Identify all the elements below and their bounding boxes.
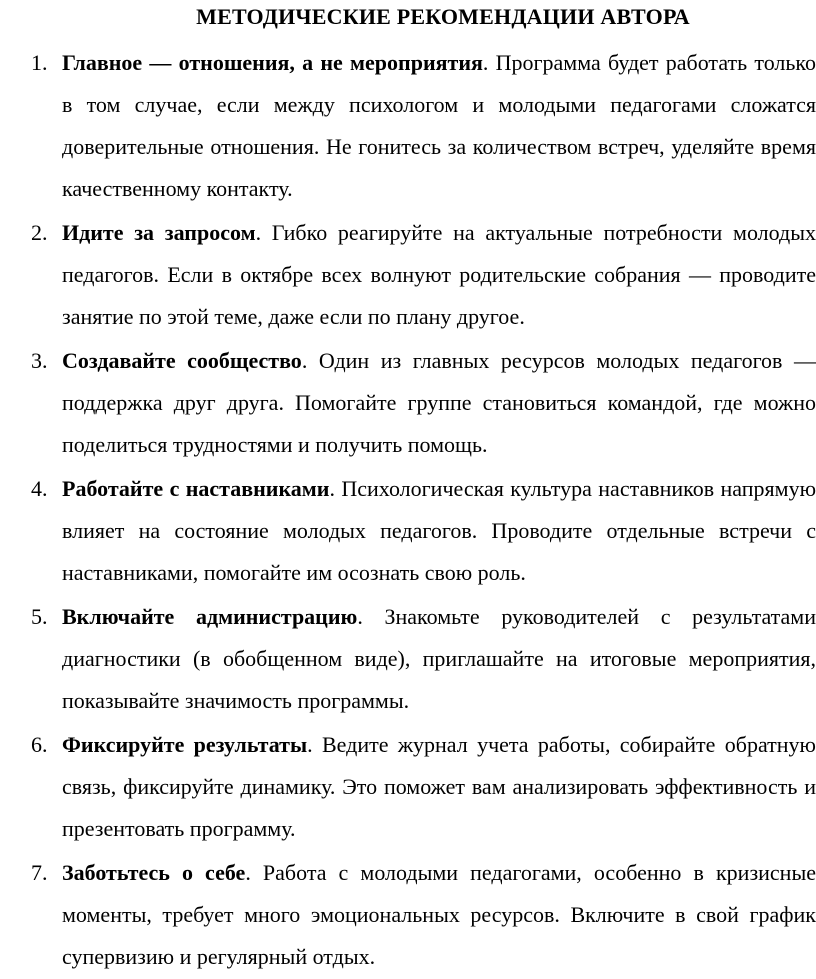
list-item <box>0 852 816 978</box>
item-number: 2. <box>31 220 48 245</box>
item-number: 3. <box>31 348 48 373</box>
list-item <box>0 724 816 850</box>
item-lead: Создавайте сообщество <box>62 348 302 373</box>
item-text <box>62 340 816 466</box>
item-lead: Заботьтесь о себе <box>62 860 246 885</box>
item-number: 6. <box>31 732 48 757</box>
item-text <box>62 724 816 850</box>
list-item <box>0 212 816 338</box>
item-lead: Фиксируйте результаты <box>62 732 308 757</box>
item-number: 5. <box>31 604 48 629</box>
item-text <box>62 212 816 338</box>
item-number: 7. <box>31 860 48 885</box>
list-item <box>0 468 816 594</box>
item-body: . Знакомьте руководителей с результатами диагностики (в обобщенном виде), приглашайте на итоговые мероприятия, показывайте значимость программы. <box>62 604 816 713</box>
item-body: . Программа будет работать только в том случае, если между психологом и молодыми педагогами сложатся доверительные отношения. Не гонитесь за количеством встреч, уделяйте время качественному контакту. <box>62 50 816 201</box>
item-text <box>62 42 816 210</box>
item-body: . Работа с молодыми педагогами, особенно в кризисные моменты, требует много эмоциональных ресурсов. Включите в свой график супервизию и регулярный отдых. <box>62 860 816 969</box>
item-body: . Психологическая культура наставников напрямую влияет на состояние молодых педагогов. Проводите отдельные встречи с наставниками, помогайте им осознать свою роль. <box>62 476 816 585</box>
item-lead: Идите за запросом <box>62 220 256 245</box>
item-text <box>62 852 816 978</box>
item-lead: Работайте с наставниками <box>62 476 330 501</box>
list-item <box>0 340 816 466</box>
list-item <box>0 596 816 722</box>
item-lead: Главное — отношения, а не мероприятия <box>62 50 483 75</box>
list-item <box>0 42 816 210</box>
item-body: . Один из главных ресурсов молодых педагогов — поддержка друг друга. Помогайте группе становиться командой, где можно поделиться трудностями и получить помощь. <box>62 348 816 457</box>
item-lead: Включайте администрацию <box>62 604 358 629</box>
item-body: . Ведите журнал учета работы, собирайте обратную связь, фиксируйте динамику. Это поможет вам анализировать эффективность и презентовать программу. <box>62 732 816 841</box>
item-text <box>62 596 816 722</box>
page-title: МЕТОДИЧЕСКИЕ РЕКОМЕНДАЦИИ АВТОРА <box>196 4 690 29</box>
item-text <box>62 468 816 594</box>
item-number: 4. <box>31 476 48 501</box>
item-number: 1. <box>31 50 48 75</box>
recommendations-list <box>0 42 816 978</box>
item-body: . Гибко реагируйте на актуальные потребности молодых педагогов. Если в октябре всех волнуют родительские собрания — проводите занятие по этой теме, даже если по плану другое. <box>62 220 816 329</box>
